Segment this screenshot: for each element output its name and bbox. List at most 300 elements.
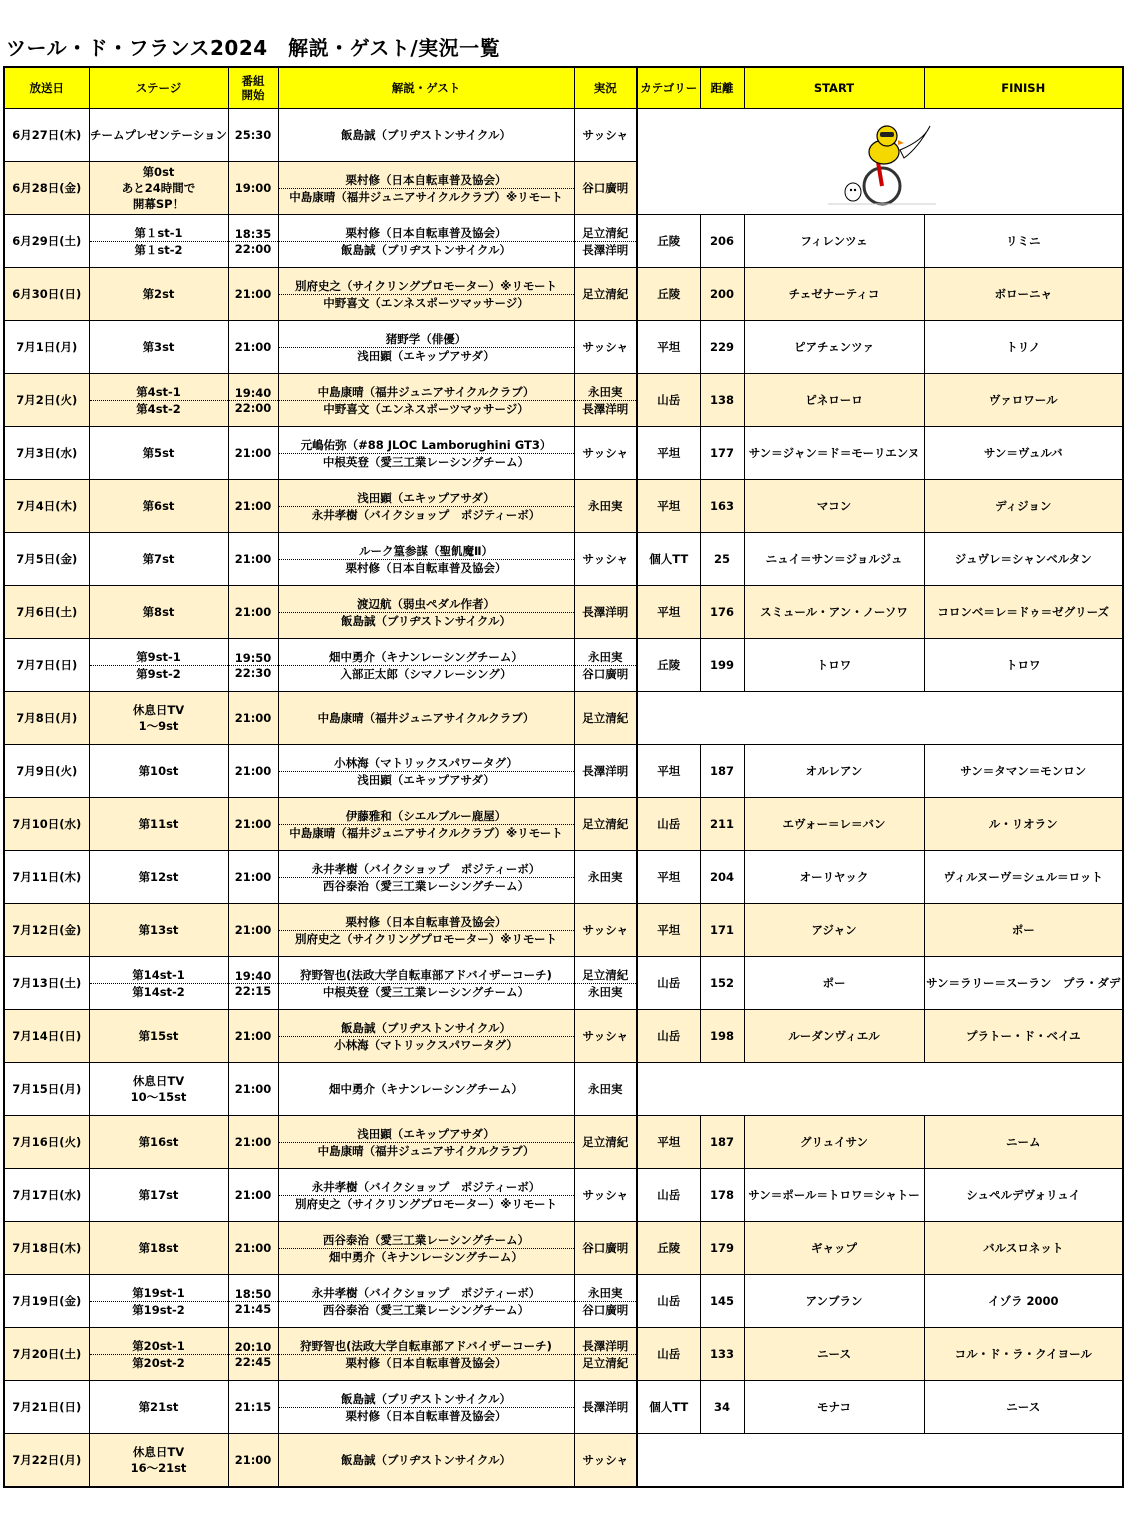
stage-cell: チームプレゼンテーション	[89, 109, 228, 162]
header-category: カテゴリー	[637, 67, 700, 109]
table-row	[4, 1116, 1123, 1169]
announcer-cell: 永田実	[574, 1063, 637, 1116]
guest-cell-stack	[279, 755, 574, 788]
guest-cell	[278, 1010, 574, 1063]
stage-cell-line: 第9st-1	[136, 649, 181, 664]
guest-cell-line: 永井孝樹（バイクショップ ポジティーボ）	[311, 1285, 541, 1300]
stage-cell: 第17st	[89, 1169, 228, 1222]
announcer-cell-stack	[575, 1285, 637, 1318]
guest-cell-line: 別府史之（サイクリングプロモーター）※リモート	[295, 278, 557, 293]
announcer-cell: サッシャ	[574, 1169, 637, 1222]
stage-cell	[89, 162, 228, 215]
distance-cell: 187	[700, 745, 744, 798]
table-row	[4, 109, 1123, 162]
blank-cell	[637, 1434, 1123, 1487]
start-cell: マコン	[744, 480, 924, 533]
guest-cell	[278, 1275, 574, 1328]
time-cell-line: 22:00	[229, 400, 278, 415]
category-cell: 山岳	[637, 374, 700, 427]
time-cell-line: 22:30	[229, 665, 278, 680]
stage-cell	[89, 374, 228, 427]
stage-cell-stack	[90, 1338, 228, 1371]
date-cell: 7月18日(木)	[4, 1222, 89, 1275]
announcer-cell: サッシャ	[574, 533, 637, 586]
guest-cell-line: 西谷泰治（愛三工業レーシングチーム）	[279, 1301, 574, 1318]
stage-cell	[89, 1434, 228, 1487]
distance-cell: 187	[700, 1116, 744, 1169]
announcer-cell: サッシャ	[574, 1010, 637, 1063]
guest-cell	[278, 1328, 574, 1381]
guest-cell-stack	[279, 808, 574, 841]
stage-cell: 第8st	[89, 586, 228, 639]
announcer-cell: サッシャ	[574, 109, 637, 162]
date-cell: 7月3日(水)	[4, 427, 89, 480]
time-cell: 21:00	[228, 1116, 278, 1169]
finish-cell: ディジョン	[924, 480, 1123, 533]
time-cell-stack	[229, 227, 278, 256]
guest-cell-line: 別府史之（サイクリングプロモーター）※リモート	[279, 930, 574, 947]
date-cell: 7月13日(土)	[4, 957, 89, 1010]
date-cell: 7月2日(火)	[4, 374, 89, 427]
date-cell: 6月30日(日)	[4, 268, 89, 321]
category-cell: 山岳	[637, 957, 700, 1010]
table-row	[4, 904, 1123, 957]
header-stage: ステージ	[89, 67, 228, 109]
guest-cell	[278, 1381, 574, 1434]
announcer-cell-stack	[575, 967, 637, 1000]
table-row	[4, 639, 1123, 692]
time-cell-stack	[229, 969, 278, 998]
date-cell: 7月10日(水)	[4, 798, 89, 851]
distance-cell: 25	[700, 533, 744, 586]
start-cell: ニュイ＝サン＝ジョルジュ	[744, 533, 924, 586]
finish-cell: バルスロネット	[924, 1222, 1123, 1275]
stage-cell	[89, 639, 228, 692]
guest-cell	[278, 427, 574, 480]
time-cell: 21:00	[228, 1063, 278, 1116]
table-row	[4, 851, 1123, 904]
guest-cell	[278, 1116, 574, 1169]
header-time	[228, 67, 278, 109]
guest-cell-line: 小林海（マトリックスパワータグ）	[334, 755, 518, 770]
time-cell: 21:00	[228, 1010, 278, 1063]
time-cell-line: 19:40	[234, 968, 272, 983]
stage-cell-line: 第20st-1	[132, 1338, 185, 1353]
guest-cell-line: 中島康晴（福井ジュニアサイクルクラブ）※リモート	[279, 188, 574, 205]
guest-cell	[278, 745, 574, 798]
date-cell: 7月16日(火)	[4, 1116, 89, 1169]
guest-cell-line: 永井孝樹（バイクショップ ポジティーボ）	[311, 861, 541, 876]
stage-cell-stack	[90, 649, 228, 682]
time-cell: 21:00	[228, 745, 278, 798]
guest-cell-line: 畑中勇介（キナンレーシングチーム）	[279, 1248, 574, 1265]
table-row	[4, 1434, 1123, 1487]
guest-cell-line: 西谷泰治（愛三工業レーシングチーム）	[279, 877, 574, 894]
start-cell: フィレンツェ	[744, 215, 924, 268]
table-row	[4, 1222, 1123, 1275]
blank-cell	[637, 692, 1123, 745]
category-cell: 丘陵	[637, 268, 700, 321]
category-cell: 平坦	[637, 586, 700, 639]
time-cell: 21:00	[228, 1434, 278, 1487]
table-row	[4, 480, 1123, 533]
announcer-cell	[574, 374, 637, 427]
guest-cell: 飯島誠（ブリヂストンサイクル）	[278, 109, 574, 162]
date-cell: 6月29日(土)	[4, 215, 89, 268]
guest-cell-line: ルーク篁参謀（聖飢魔Ⅱ）	[358, 543, 494, 558]
category-cell: 山岳	[637, 798, 700, 851]
stage-line: 開幕SP！	[132, 197, 185, 212]
time-cell-line: 18:35	[234, 226, 272, 241]
stage-cell-stack	[90, 384, 228, 417]
guest-cell-stack	[279, 967, 574, 1000]
table-row	[4, 1063, 1123, 1116]
date-cell: 7月1日(月)	[4, 321, 89, 374]
time-cell: 21:00	[228, 586, 278, 639]
time-cell-line: 22:15	[229, 983, 278, 998]
table-row	[4, 1328, 1123, 1381]
guest-cell	[278, 851, 574, 904]
page-title: ツール・ド・フランス2024 解説・ゲスト/実況一覧	[6, 36, 501, 60]
table-row	[4, 1010, 1123, 1063]
guest-cell-line: 入部正太郎（シマノレーシング）	[279, 665, 574, 682]
stage-cell-line: 第19st-2	[90, 1301, 228, 1318]
finish-cell: イゾラ 2000	[924, 1275, 1123, 1328]
stage-cell-line: 第20st-2	[90, 1354, 228, 1371]
guest-cell-line: 西谷泰治（愛三工業レーシングチーム）	[322, 1232, 530, 1247]
announcer-cell-stack	[575, 649, 637, 682]
time-cell: 21:00	[228, 1222, 278, 1275]
guest-cell-line: 浅田顕（エキップアサダ）	[279, 347, 574, 364]
time-cell: 21:00	[228, 798, 278, 851]
announcer-cell-stack	[575, 384, 637, 417]
time-cell: 21:00	[228, 904, 278, 957]
distance-cell: 171	[700, 904, 744, 957]
time-cell: 21:00	[228, 1169, 278, 1222]
stage-cell: 第7st	[89, 533, 228, 586]
stage-cell: 第13st	[89, 904, 228, 957]
distance-cell: 229	[700, 321, 744, 374]
guest-cell-stack	[279, 596, 574, 629]
guest-cell-stack	[279, 1391, 574, 1424]
distance-cell: 177	[700, 427, 744, 480]
date-cell: 7月22日(月)	[4, 1434, 89, 1487]
time-cell-stack	[229, 1340, 278, 1369]
date-cell: 7月7日(日)	[4, 639, 89, 692]
stage-cell: 第2st	[89, 268, 228, 321]
time-cell: 19:00	[228, 162, 278, 215]
category-cell: 山岳	[637, 1010, 700, 1063]
stage-cell: 第11st	[89, 798, 228, 851]
guest-cell-stack	[279, 543, 574, 576]
table-row	[4, 215, 1123, 268]
finish-cell: シュペルデヴォリュイ	[924, 1169, 1123, 1222]
announcer-cell: 足立清紀	[574, 692, 637, 745]
stage-cell: 第12st	[89, 851, 228, 904]
stage-cell: 第16st	[89, 1116, 228, 1169]
guest-cell-stack	[279, 1338, 574, 1371]
guest-cell-stack	[279, 331, 574, 364]
guest-cell-line: 中島康晴（福井ジュニアサイクルクラブ）※リモート	[279, 824, 574, 841]
finish-cell: ヴィルヌーヴ＝シュル＝ロット	[924, 851, 1123, 904]
time-cell-line: 19:50	[234, 650, 272, 665]
time-cell: 21:00	[228, 321, 278, 374]
guest-cell-line: 飯島誠（ブリヂストンサイクル）	[341, 1020, 511, 1035]
start-cell: ギャップ	[744, 1222, 924, 1275]
distance-cell: 176	[700, 586, 744, 639]
finish-cell: サン＝ヴュルバ	[924, 427, 1123, 480]
stage-cell: 第6st	[89, 480, 228, 533]
table-row	[4, 692, 1123, 745]
announcer-cell-line: 谷口廣明	[575, 665, 637, 682]
guest-cell-line: 中根英登（愛三工業レーシングチーム）	[279, 983, 574, 1000]
announcer-cell-line: 永田実	[588, 649, 623, 664]
start-cell: アンブラン	[744, 1275, 924, 1328]
start-cell: アジャン	[744, 904, 924, 957]
announcer-cell: サッシャ	[574, 904, 637, 957]
announcer-cell-stack	[575, 1338, 637, 1371]
time-cell: 21:00	[228, 851, 278, 904]
distance-cell: 163	[700, 480, 744, 533]
stage-line: 1～9st	[138, 719, 179, 733]
stage-cell: 第3st	[89, 321, 228, 374]
guest-cell-stack	[279, 1285, 574, 1318]
announcer-cell-stack	[575, 225, 637, 258]
guest-cell-line: 伊藤雅和（シエルブルー鹿屋）	[345, 808, 507, 823]
guest-cell-line: 中野喜文（エンネスポーツマッサージ）	[279, 294, 574, 311]
stage-cell	[89, 215, 228, 268]
header-date: 放送日	[4, 67, 89, 109]
finish-cell: コル・ド・ラ・クイヨール	[924, 1328, 1123, 1381]
distance-cell: 34	[700, 1381, 744, 1434]
category-cell: 平坦	[637, 745, 700, 798]
guest-cell-stack	[279, 914, 574, 947]
guest-cell-stack	[279, 172, 574, 205]
guest-cell-line: 飯島誠（ブリヂストンサイクル）	[279, 612, 574, 629]
stage-cell-line: 第4st-1	[136, 384, 181, 399]
announcer-cell-line: 長澤洋明	[575, 241, 637, 258]
distance-cell: 145	[700, 1275, 744, 1328]
guest-cell: 飯島誠（ブリヂストンサイクル）	[278, 1434, 574, 1487]
start-cell: チェゼナーティコ	[744, 268, 924, 321]
table-row	[4, 427, 1123, 480]
announcer-cell: サッシャ	[574, 1434, 637, 1487]
finish-cell: サン＝タマン＝モンロン	[924, 745, 1123, 798]
stage-cell: 第10st	[89, 745, 228, 798]
guest-cell-stack	[279, 225, 574, 258]
finish-cell: ヴァロワール	[924, 374, 1123, 427]
guest-cell	[278, 268, 574, 321]
category-cell: 山岳	[637, 1328, 700, 1381]
finish-cell: トリノ	[924, 321, 1123, 374]
table-row	[4, 957, 1123, 1010]
date-cell: 7月20日(土)	[4, 1328, 89, 1381]
table-row	[4, 1381, 1123, 1434]
guest-cell-stack	[279, 384, 574, 417]
guest-cell-line: 狩野智也(法政大学自転車部アドバイザーコーチ)	[300, 967, 552, 982]
announcer-cell: 永田実	[574, 851, 637, 904]
announcer-cell: 足立清紀	[574, 268, 637, 321]
announcer-cell	[574, 957, 637, 1010]
time-cell-line: 21:45	[229, 1301, 278, 1316]
guest-cell-line: 中野喜文（エンネスポーツマッサージ）	[279, 400, 574, 417]
announcer-cell	[574, 1328, 637, 1381]
time-cell	[228, 957, 278, 1010]
guest-cell-line: 猪野学（俳優）	[385, 331, 467, 346]
time-cell: 21:00	[228, 692, 278, 745]
time-cell-line: 18:50	[234, 1286, 272, 1301]
start-cell: ピネローロ	[744, 374, 924, 427]
time-cell: 21:00	[228, 533, 278, 586]
date-cell: 7月17日(水)	[4, 1169, 89, 1222]
finish-cell: ジュヴレ＝シャンベルタン	[924, 533, 1123, 586]
finish-cell: ニーム	[924, 1116, 1123, 1169]
category-cell: 丘陵	[637, 1222, 700, 1275]
table-row	[4, 1169, 1123, 1222]
announcer-cell	[574, 639, 637, 692]
guest-cell-stack	[279, 1126, 574, 1159]
announcer-cell: 長澤洋明	[574, 745, 637, 798]
start-cell: エヴォー＝レ＝バン	[744, 798, 924, 851]
start-cell: サン＝ポール＝トロワ＝シャトー	[744, 1169, 924, 1222]
announcer-cell-line: 谷口廣明	[575, 1301, 637, 1318]
guest-cell-stack	[279, 490, 574, 523]
stage-cell-stack	[90, 225, 228, 258]
blank-cell	[637, 1063, 1123, 1116]
guest-cell-line: 浅田顕（エキップアサダ）	[357, 1126, 495, 1141]
finish-cell: ポー	[924, 904, 1123, 957]
announcer-cell: 谷口廣明	[574, 1222, 637, 1275]
guest-cell: 畑中勇介（キナンレーシングチーム）	[278, 1063, 574, 1116]
time-cell	[228, 639, 278, 692]
date-cell: 7月19日(金)	[4, 1275, 89, 1328]
guest-cell	[278, 480, 574, 533]
start-cell: ニース	[744, 1328, 924, 1381]
finish-cell: トロワ	[924, 639, 1123, 692]
time-cell	[228, 215, 278, 268]
distance-cell: 178	[700, 1169, 744, 1222]
category-cell: 平坦	[637, 851, 700, 904]
category-cell: 平坦	[637, 480, 700, 533]
guest-cell-line: 栗村修（日本自転車普及協会）	[279, 1354, 574, 1371]
start-cell: モナコ	[744, 1381, 924, 1434]
distance-cell: 211	[700, 798, 744, 851]
time-cell-line: 19:40	[234, 385, 272, 400]
stage-cell-line: 第14st-1	[132, 967, 185, 982]
category-cell: 平坦	[637, 321, 700, 374]
stage-cell: 第15st	[89, 1010, 228, 1063]
guest-cell-line: 中島康晴（福井ジュニアサイクルクラブ）	[317, 384, 535, 399]
guest-cell-stack	[279, 649, 574, 682]
guest-cell-line: 浅田顕（エキップアサダ）	[279, 771, 574, 788]
announcer-cell: 永田実	[574, 480, 637, 533]
announcer-cell-line: 長澤洋明	[575, 400, 637, 417]
table-row	[4, 1275, 1123, 1328]
guest-cell-line: 栗村修（日本自転車普及協会）	[345, 225, 507, 240]
table-row	[4, 745, 1123, 798]
header-guest: 解説・ゲスト	[278, 67, 574, 109]
start-cell: ポー	[744, 957, 924, 1010]
start-cell: オーリヤック	[744, 851, 924, 904]
announcer-cell: 長澤洋明	[574, 1381, 637, 1434]
stage-line: 休息日TV	[132, 1444, 185, 1459]
table-row	[4, 321, 1123, 374]
date-cell: 7月5日(金)	[4, 533, 89, 586]
category-cell: 丘陵	[637, 215, 700, 268]
date-cell: 6月28日(金)	[4, 162, 89, 215]
guest-cell-line: 別府史之（サイクリングプロモーター）※リモート	[279, 1195, 574, 1212]
date-cell: 7月8日(月)	[4, 692, 89, 745]
date-cell: 7月12日(金)	[4, 904, 89, 957]
finish-cell: ニース	[924, 1381, 1123, 1434]
distance-cell: 138	[700, 374, 744, 427]
stage-cell	[89, 692, 228, 745]
guest-cell-line: 渡辺航（弱虫ペダル作者）	[357, 596, 495, 611]
guest-cell-line: 栗村修（日本自転車普及協会）	[345, 914, 507, 929]
stage-line: あと24時間で	[121, 180, 196, 195]
schedule-table	[3, 66, 1124, 1488]
guest-cell-line: 永井孝樹（バイクショップ ポジティーボ）	[279, 506, 574, 523]
start-cell: トロワ	[744, 639, 924, 692]
start-cell: サン＝ジャン＝ド＝モーリエンヌ	[744, 427, 924, 480]
stage-line: 休息日TV	[132, 702, 185, 717]
announcer-cell-line: 足立清紀	[582, 967, 629, 982]
date-cell: 7月9日(火)	[4, 745, 89, 798]
start-cell: ルーダンヴィエル	[744, 1010, 924, 1063]
stage-cell-line: 第14st-2	[90, 983, 228, 1000]
guest-cell-line: 浅田顕（エキップアサダ）	[357, 490, 495, 505]
guest-cell	[278, 533, 574, 586]
time-cell: 21:15	[228, 1381, 278, 1434]
start-cell: ピアチェンツァ	[744, 321, 924, 374]
category-cell: 個人TT	[637, 1381, 700, 1434]
time-cell-line: 22:45	[229, 1354, 278, 1369]
guest-cell-line: 永井孝樹（バイクショップ ポジティーボ）	[311, 1179, 541, 1194]
finish-cell: ボローニャ	[924, 268, 1123, 321]
header-time-line2: 開始	[241, 88, 265, 102]
category-cell: 平坦	[637, 427, 700, 480]
guest-cell-line: 飯島誠（ブリヂストンサイクル）	[341, 1391, 511, 1406]
date-cell: 7月21日(日)	[4, 1381, 89, 1434]
announcer-cell: サッシャ	[574, 427, 637, 480]
guest-cell-line: 中島康晴（福井ジュニアサイクルクラブ）	[279, 1142, 574, 1159]
header-time-line1: 番組	[241, 73, 265, 88]
date-cell: 7月6日(土)	[4, 586, 89, 639]
guest-cell	[278, 374, 574, 427]
guest-cell	[278, 798, 574, 851]
category-cell: 平坦	[637, 1116, 700, 1169]
stage-line: 16～21st	[130, 1460, 187, 1475]
stage-cell-line: 第19st-1	[132, 1285, 185, 1300]
time-cell-line: 20:10	[234, 1339, 272, 1354]
time-cell-stack	[229, 651, 278, 680]
distance-cell: 200	[700, 268, 744, 321]
stage-cell	[89, 957, 228, 1010]
table-row	[4, 586, 1123, 639]
stage-cell-stack	[90, 1285, 228, 1318]
table-row	[4, 268, 1123, 321]
announcer-cell: 谷口廣明	[574, 162, 637, 215]
distance-cell: 179	[700, 1222, 744, 1275]
distance-cell: 206	[700, 215, 744, 268]
announcer-cell-line: 永田実	[588, 384, 623, 399]
guest-cell	[278, 162, 574, 215]
guest-cell-line: 小林海（マトリックスパワータグ）	[279, 1036, 574, 1053]
distance-cell: 133	[700, 1328, 744, 1381]
guest-cell	[278, 904, 574, 957]
guest-cell-line: 栗村修（日本自転車普及協会）	[345, 172, 507, 187]
stage-cell: 第21st	[89, 1381, 228, 1434]
